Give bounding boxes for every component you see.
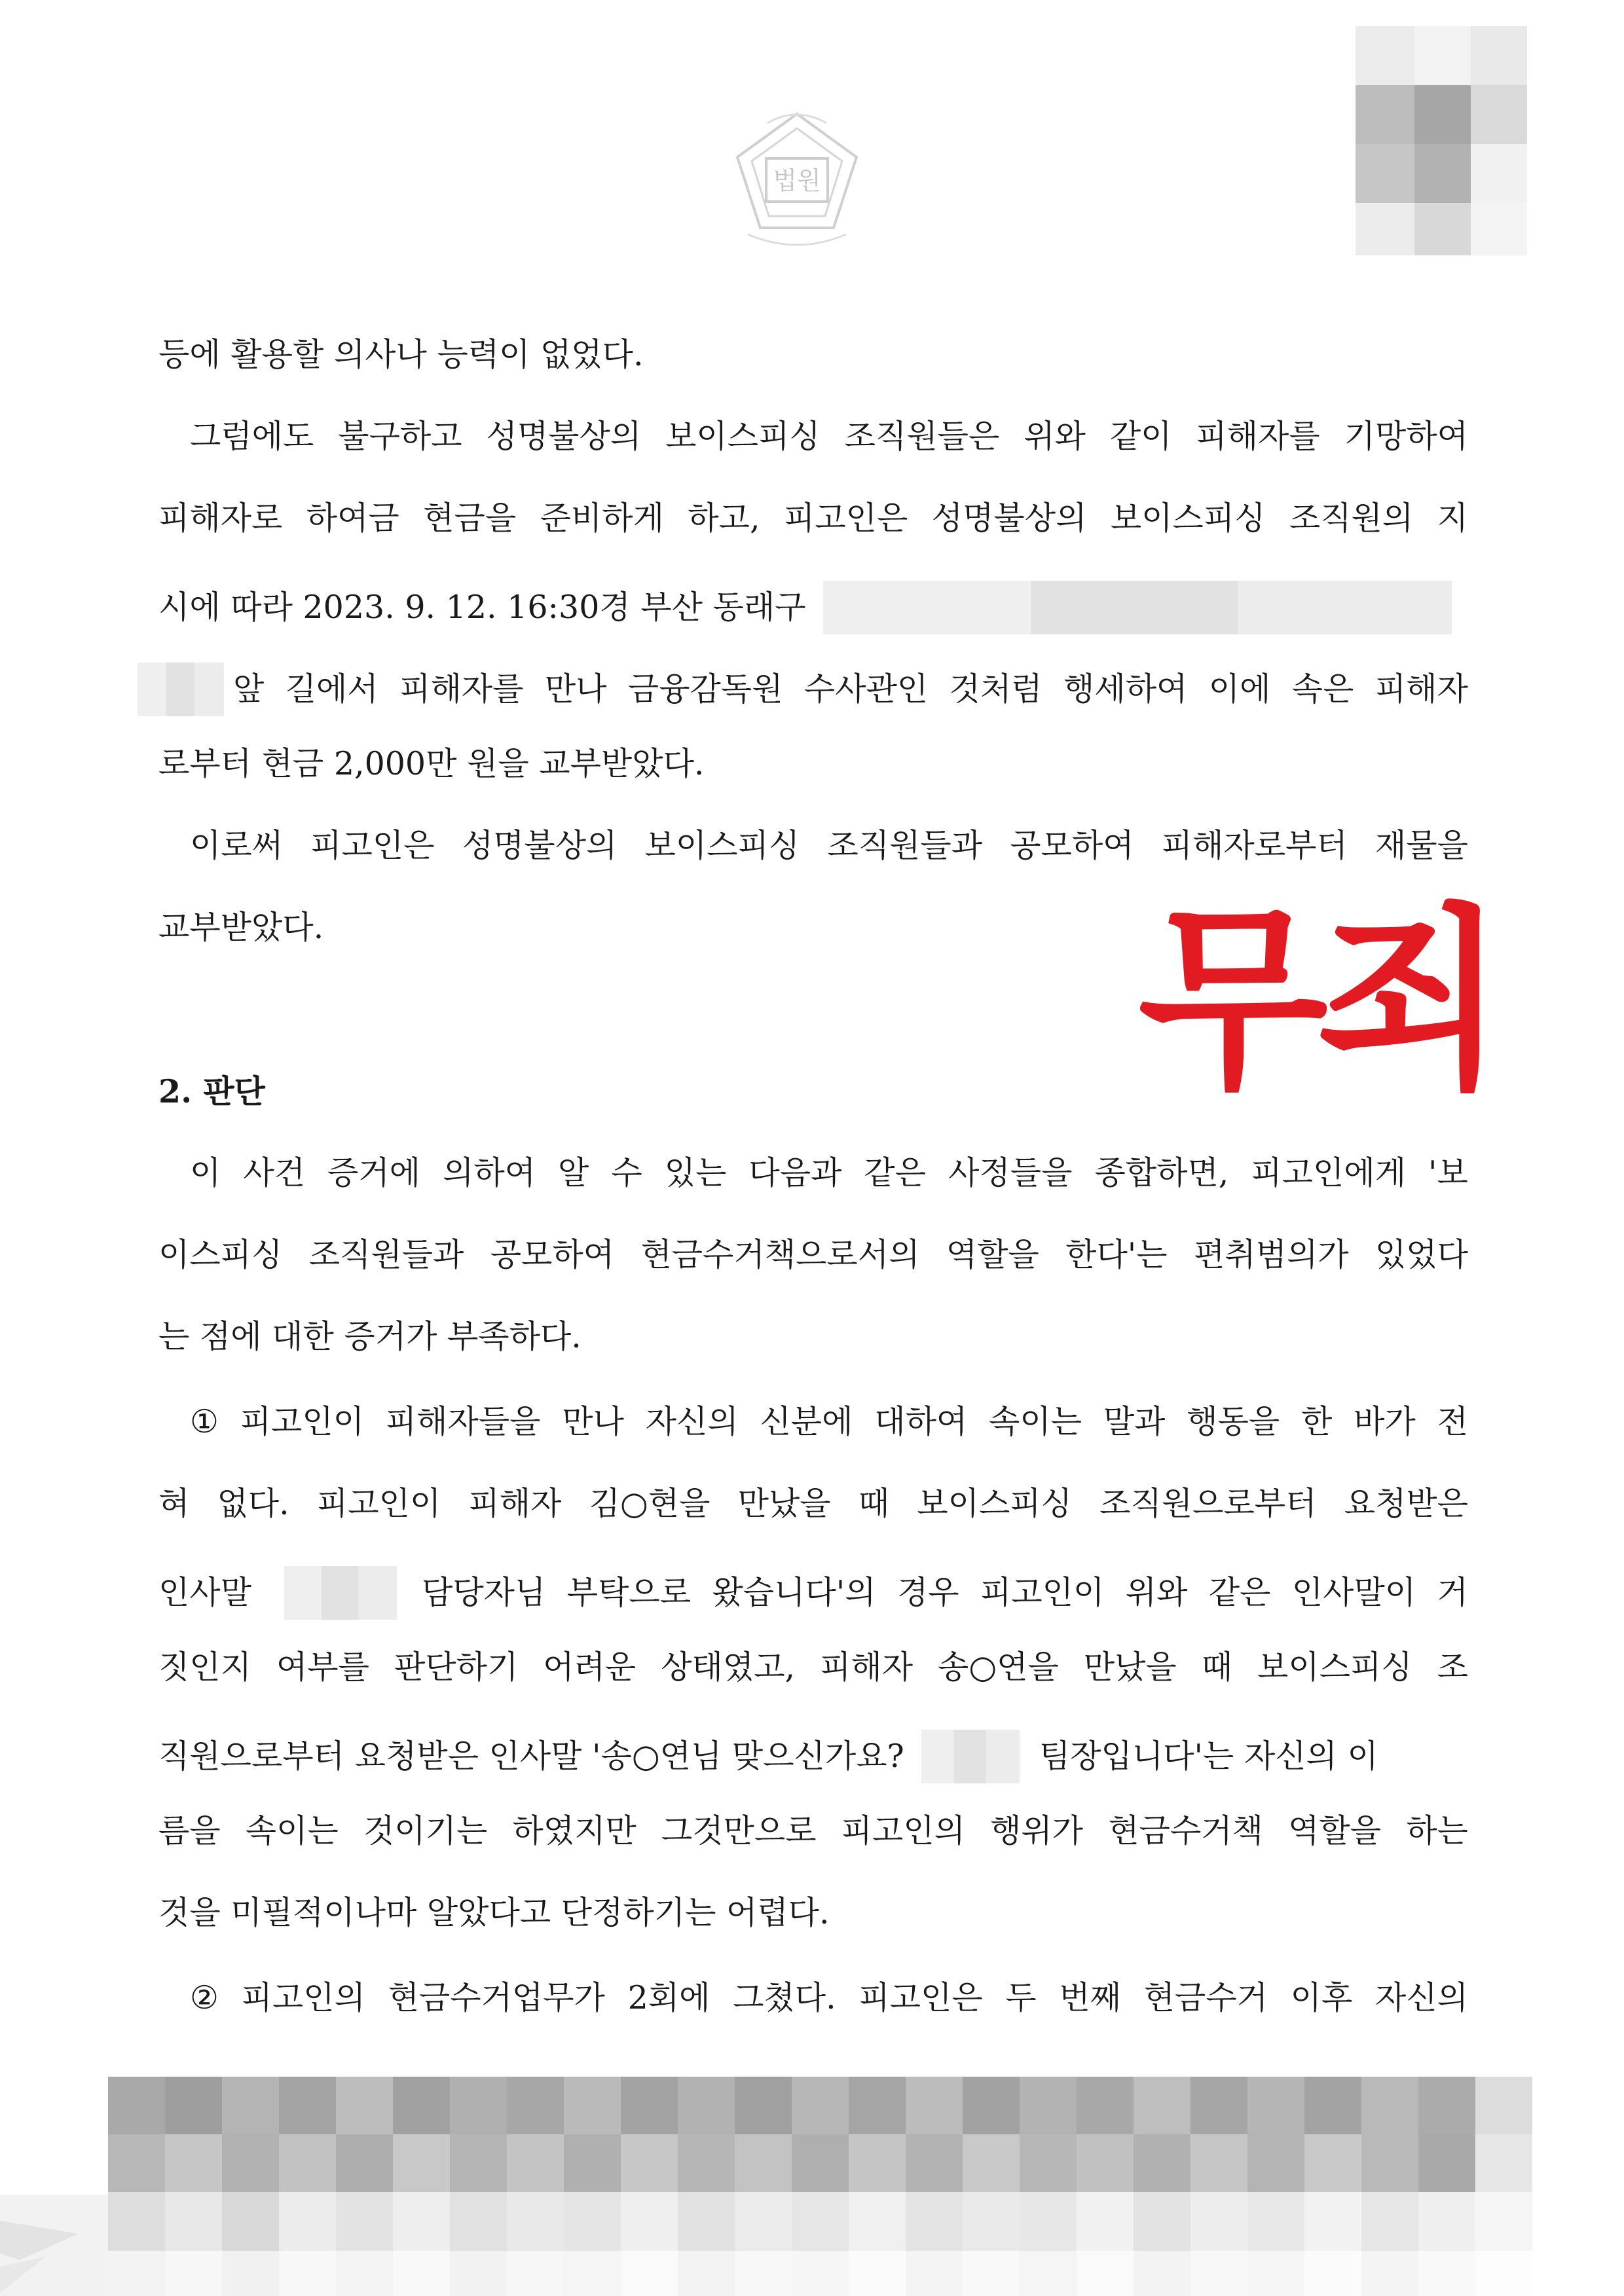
text-line <box>138 663 1468 716</box>
word: 이스피싱 <box>158 1236 283 1273</box>
word: 자신의 <box>645 1403 739 1440</box>
word: 성명불상의 <box>462 827 618 864</box>
word: 행위가 <box>990 1812 1084 1850</box>
text-line: 직원으로부터 요청받은 인사말 '송○연님 맞으신가요? 팀장입니다'는 자신의 이 <box>158 1730 1468 1783</box>
word: 보이스피싱 <box>665 418 821 455</box>
redacted-address <box>823 581 1452 634</box>
word: 피고인이 <box>240 1403 365 1440</box>
text-line: 인사말 담당자님 부탁으로 왔습니다'의 경우 피고인이 위와 같은 인사말이 거 <box>158 1566 1468 1620</box>
word: 같은 <box>864 1154 927 1192</box>
word: 지 <box>1437 500 1468 537</box>
word: 피고인의 <box>241 1979 365 2016</box>
word: 피해자를 <box>399 670 524 708</box>
word: 한 <box>1301 1403 1333 1440</box>
text-line: 것을 미필적이나마 알았다고 단정하기는 어렵다. <box>158 1894 830 1931</box>
word: 다음과 <box>748 1154 842 1192</box>
text-line <box>190 417 1468 456</box>
word: 있는 <box>664 1154 727 1192</box>
word: 여부를 <box>276 1649 369 1686</box>
word: 자신의 <box>1375 1979 1468 2016</box>
word: 이로써 <box>190 827 284 864</box>
word: 같이 <box>1109 418 1172 455</box>
word: 거 <box>1437 1574 1468 1611</box>
text-line <box>190 1978 1468 2018</box>
word: 피해자로부터 <box>1161 827 1348 864</box>
word: 조 <box>1437 1649 1468 1686</box>
word: ② <box>190 1979 219 2016</box>
word: 전 <box>1437 1403 1468 1440</box>
word: 한다'는 <box>1065 1236 1168 1273</box>
word: 행세하여 <box>1063 670 1188 708</box>
seal-text: 법원 <box>773 166 821 195</box>
word: 편취범의가 <box>1193 1236 1349 1273</box>
word: 보이스피싱 <box>917 1485 1072 1522</box>
word: 어려운 <box>543 1649 637 1686</box>
word: 피해자 <box>1375 670 1468 708</box>
word: ① <box>190 1403 219 1440</box>
word: 위와 <box>1125 1574 1188 1611</box>
word: 금융감독원 <box>627 670 783 708</box>
word: 속이는 <box>989 1403 1082 1440</box>
word: 만나 <box>544 670 607 708</box>
word: 피고인은 <box>310 827 435 864</box>
word: 피해자들을 <box>385 1403 541 1440</box>
word: 피고인이 <box>316 1485 441 1522</box>
word: 그럼에도 <box>190 418 314 455</box>
word: 때 <box>1201 1649 1233 1686</box>
word: 짓인지 <box>158 1649 252 1686</box>
word: 조직원으로부터 <box>1099 1485 1317 1522</box>
word: 속은 <box>1291 670 1354 708</box>
word: 상태였고, <box>661 1649 796 1686</box>
word: 피고인은 <box>858 1979 983 2016</box>
word: 성명불상의 <box>486 418 642 455</box>
word: 보이스피싱 <box>1110 500 1266 537</box>
word: 현금수거책으로서의 <box>640 1236 920 1273</box>
word: 피해자 <box>468 1485 562 1522</box>
word: 대하여 <box>874 1403 968 1440</box>
word: 현금수거책 <box>1108 1812 1263 1850</box>
word: 위와 <box>1024 418 1086 455</box>
text-line <box>158 1235 1468 1275</box>
word: 바가 <box>1354 1403 1416 1440</box>
word: 이 <box>190 1154 221 1192</box>
court-seal-logo <box>728 103 866 267</box>
redacted-name <box>921 1730 1020 1783</box>
word: 경우 <box>896 1574 959 1611</box>
word: 요청받은 <box>1344 1485 1468 1522</box>
word: 만나 <box>562 1403 624 1440</box>
word: 앞 <box>233 670 265 708</box>
word: 길에서 <box>285 670 378 708</box>
redacted-name <box>284 1566 397 1620</box>
word: 담당자님 <box>422 1574 546 1611</box>
word: 같은 <box>1208 1574 1271 1611</box>
word: 조직원의 <box>1289 500 1414 537</box>
word: 종합하면, <box>1094 1154 1229 1192</box>
word: 조직원들은 <box>844 418 1000 455</box>
text-line <box>190 1402 1468 1442</box>
word: 보이스피싱 <box>644 827 800 864</box>
word: 피해자를 <box>1196 418 1320 455</box>
text-line <box>158 1484 1468 1523</box>
text-line <box>190 826 1468 866</box>
text-line <box>190 1154 1468 1193</box>
word: 수 <box>611 1154 642 1192</box>
word: 하여금 <box>306 500 399 537</box>
word: 없다. <box>217 1485 289 1522</box>
word: 왔습니다'의 <box>712 1574 876 1611</box>
word: 만났을 <box>737 1485 831 1522</box>
text-line <box>158 1812 1468 1851</box>
word: 피고인은 <box>784 500 908 537</box>
text-line <box>158 499 1468 538</box>
word: 혀 <box>158 1485 190 1522</box>
word: '보 <box>1428 1154 1468 1192</box>
word: 인사말이 <box>1291 1574 1416 1611</box>
text-line: 교부받았다. <box>158 909 324 946</box>
text-line: 시에 따라 2023. 9. 12. 16:30경 부산 동래구 <box>158 581 1488 634</box>
word: 현금을 <box>423 500 517 537</box>
word: 말과 <box>1103 1403 1166 1440</box>
text-line: 로부터 현금 2,000만 원을 교부받았다. <box>158 745 705 782</box>
word: 역할을 <box>946 1236 1039 1273</box>
word: 속이는 <box>245 1812 339 1850</box>
text-line: 등에 활용할 의사나 능력이 없었다. <box>158 336 644 373</box>
word: 피고인이 <box>980 1574 1105 1611</box>
word: 하는 <box>1406 1812 1468 1850</box>
word: 부탁으로 <box>566 1574 692 1611</box>
word: 알 <box>558 1154 589 1192</box>
word: 사건 <box>243 1154 306 1192</box>
word: 그쳤다. <box>733 1979 836 2016</box>
word: 의하여 <box>443 1154 536 1192</box>
word: 름을 <box>158 1812 221 1850</box>
word: 조직원들과 <box>308 1236 464 1273</box>
word: 성명불상의 <box>931 500 1087 537</box>
redacted-corner-mosaic <box>0 2195 108 2296</box>
text-line: 는 점에 대한 증거가 부족하다. <box>158 1318 581 1355</box>
word: 불구하고 <box>338 418 462 455</box>
verdict-stamp: 무죄 <box>1138 887 1494 1116</box>
word: 만났을 <box>1083 1649 1177 1686</box>
word: 현금수거 <box>1143 1979 1268 2016</box>
section-heading: 2. 판단 <box>158 1072 265 1110</box>
word: 송○연을 <box>938 1649 1059 1686</box>
word: 신분에 <box>760 1403 853 1440</box>
word: 준비하게 <box>540 500 664 537</box>
word: 보이스피싱 <box>1257 1649 1412 1686</box>
word: 때 <box>858 1485 890 1522</box>
word: 것처럼 <box>949 670 1043 708</box>
word: 있었다 <box>1375 1236 1468 1273</box>
redacted-address <box>138 663 224 716</box>
word: 공모하여 <box>1010 827 1134 864</box>
word: 하였지만 <box>512 1812 637 1850</box>
word: 역할을 <box>1288 1812 1382 1850</box>
word: 행동을 <box>1187 1403 1280 1440</box>
word: 피고인의 <box>841 1812 966 1850</box>
word: 김○현을 <box>589 1485 710 1522</box>
word: 공모하여 <box>490 1236 615 1273</box>
word: 것이기는 <box>363 1812 488 1850</box>
word: 그것만으로 <box>661 1812 817 1850</box>
word: 두 <box>1005 1979 1037 2016</box>
word: 피해자 <box>820 1649 913 1686</box>
word: 번째 <box>1059 1979 1121 2016</box>
word: 판단하기 <box>394 1649 519 1686</box>
redacted-qr-mosaic <box>1356 26 1527 255</box>
word: 이에 <box>1208 670 1271 708</box>
word: 증거에 <box>327 1154 421 1192</box>
word: 피고인에게 <box>1251 1154 1407 1192</box>
word: 수사관인 <box>803 670 929 708</box>
word: 사정들을 <box>948 1154 1073 1192</box>
word: 재물을 <box>1375 827 1468 864</box>
word: 현금수거업무가 <box>388 1979 605 2016</box>
word: 피해자로 <box>158 500 283 537</box>
redacted-footer-mosaic <box>108 2077 1532 2296</box>
word: 조직원들과 <box>827 827 983 864</box>
word: 이후 <box>1290 1979 1353 2016</box>
text-line <box>158 1648 1468 1687</box>
word: 2회에 <box>627 1979 710 2016</box>
word: 기망하여 <box>1344 418 1468 455</box>
word: 하고, <box>688 500 760 537</box>
